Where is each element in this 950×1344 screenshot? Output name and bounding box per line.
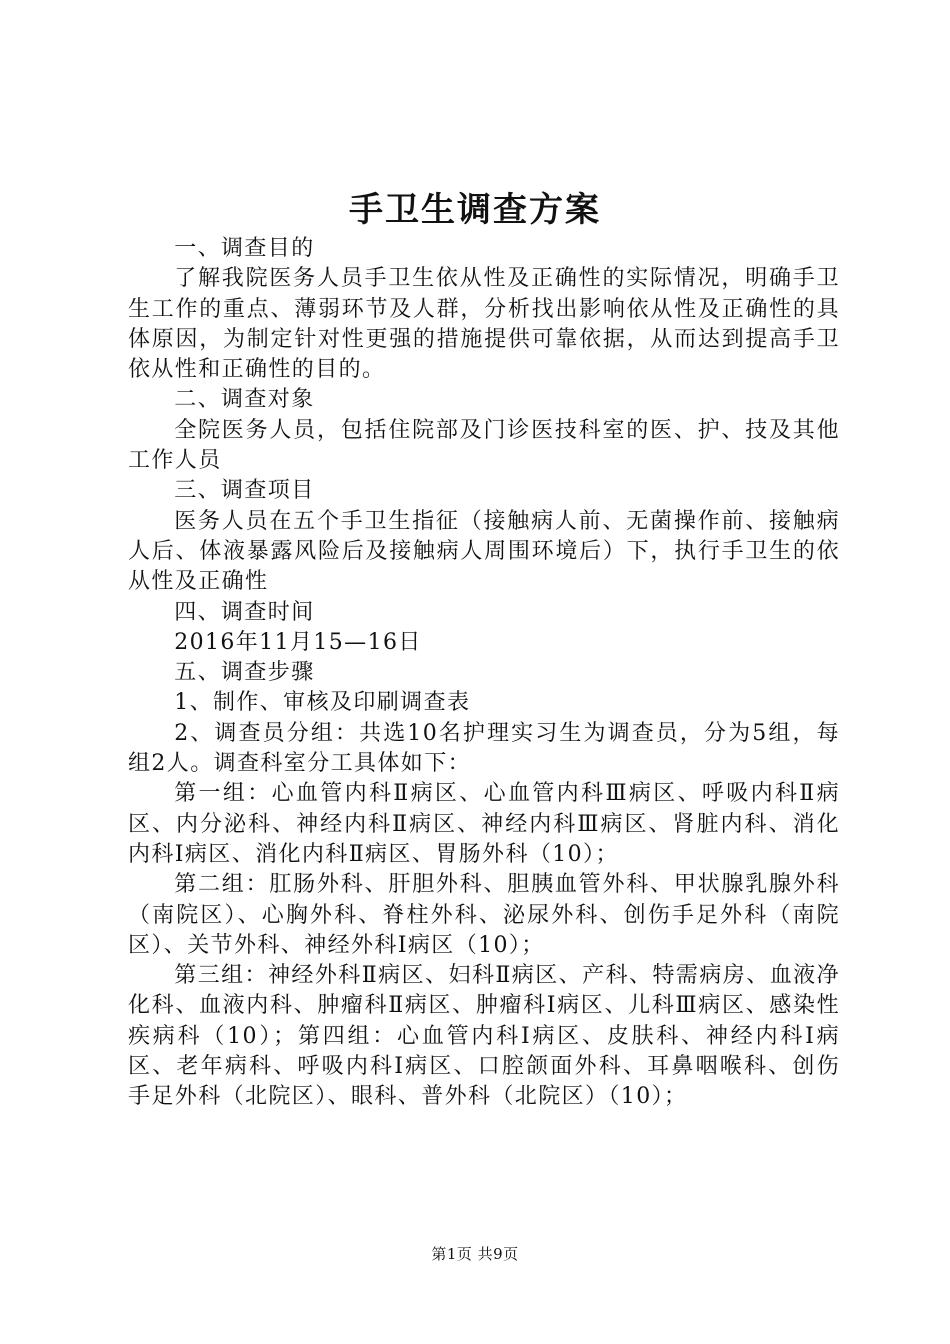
document-title: 手卫生调查方案 [349, 190, 601, 230]
paragraph-group-2: 第二组：肛肠外科、肝胆外科、胆胰血管外科、甲状腺乳腺外科（南院区）、心胸外科、脊柱外科、泌尿外科、创伤手足外科（南院区）、关节外科、神经外科Ⅰ病区（10）； [128, 872, 840, 958]
paragraph-step-2: 2、调查员分组：共选10名护理实习生为调查员，分为5组，每组2人。调查科室分工具体如下： [128, 720, 840, 777]
paragraph-purpose: 了解我院医务人员手卫生依从性及正确性的实际情况，明确手卫生工作的重点、薄弱环节及人群，分析找出影响依从性及正确性的具体原因，为制定针对性更强的措施提供可靠依据，从而达到提高手卫依从性和正确性的目的。 [128, 266, 840, 383]
paragraph-time: 2016年11月15—16日 [174, 629, 422, 655]
paragraph-group-1: 第一组：心血管内科Ⅱ病区、心血管内科Ⅲ病区、呼吸内科Ⅱ病区、内分泌科、神经内科Ⅱ病区、神经内科Ⅲ病区、肾脏内科、消化内科Ⅰ病区、消化内科Ⅱ病区、胃肠外科（10）； [128, 781, 840, 867]
document-body [128, 234, 840, 1113]
section-heading-purpose: 一、调查目的 [174, 236, 315, 261]
paragraph-items: 医务人员在五个手卫生指征（接触病人前、无菌操作前、接触病人后、体液暴露风险后及接触病人周围环境后）下，执行手卫生的依从性及正确性 [128, 508, 840, 595]
page-footer: 第1页 共9页 [431, 1245, 519, 1263]
section-heading-items: 三、调查项目 [174, 478, 315, 504]
section-heading-time: 四、调查时间 [174, 599, 315, 625]
paragraph-subjects: 全院医务人员，包括住院部及门诊医技科室的医、护、技及其他工作人员 [128, 417, 840, 474]
paragraph-step-1: 1、制作、审核及印刷调查表 [174, 690, 471, 716]
section-heading-steps: 五、调查步骤 [174, 660, 315, 686]
section-heading-subjects: 二、调查对象 [174, 387, 315, 413]
paragraph-group-3-4: 第三组：神经外科Ⅱ病区、妇科Ⅱ病区、产科、特需病房、血液净化科、血液内科、肿瘤科Ⅱ病区、肿瘤科Ⅰ病区、儿科Ⅲ病区、感染性疾病科（10）；第四组：心血管内科Ⅰ病区、皮肤科、神经内科Ⅰ病区、老年病科、呼吸内科Ⅰ病区、口腔颌面外科、耳鼻咽喉科、创伤手足外科（北院区）、眼科、普外科（北院区）（10）； [128, 963, 840, 1110]
